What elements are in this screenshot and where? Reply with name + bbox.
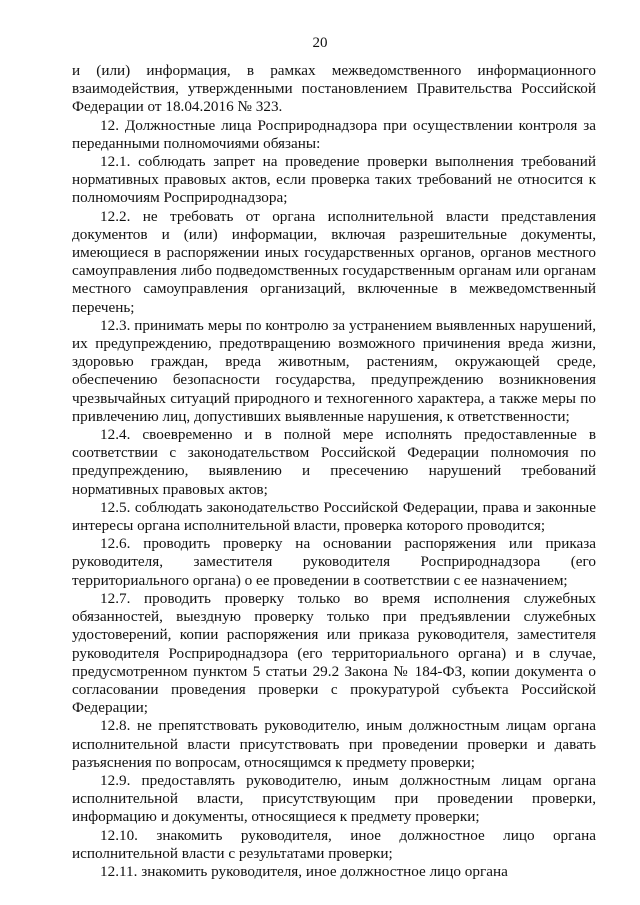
paragraph-12: 12. Должностные лица Росприроднадзора при осуществлении контроля за переданными полномочиями обязаны: bbox=[72, 116, 596, 152]
paragraph-12-6: 12.6. проводить проверку на основании распоряжения или приказа руководителя, заместителя руководителя Росприроднадзора (его территориального органа) о ее проведении в соответствии с ее назначением; bbox=[72, 535, 596, 589]
paragraph-12-11: 12.11. знакомить руководителя, иное должностное лицо органа bbox=[100, 862, 508, 880]
paragraph-12-9: 12.9. предоставлять руководителю, иным должностным лицам органа исполнительной власти, присутствующим при проведении проверки, информацию и документы, относящиеся к предмету проверки; bbox=[72, 771, 596, 826]
paragraph-12-2: 12.2. не требовать от органа исполнительной власти представления документов и (или) информации, включая разрешительные документы, имеющиеся в распоряжении иных государственных органов, органов местного самоуправления либо подведомственных государственным органам или органам местного самоуправления организаций, включенные в межведомственный перечень; bbox=[72, 207, 596, 316]
paragraph-12-7: 12.7. проводить проверку только во время исполнения служебных обязанностей, выездную проверку только при предъявлении служебных удостоверений, копии распоряжения или приказа руководителя, заместителя руководителя Росприроднадзора (его территориального органа) и в случае, предусмотренном пунктом 5 статьи 29.2 Закона № 184-ФЗ, копии документа о согласовании проведения проверки с прокуратурой субъекта Российской Федерации; bbox=[72, 589, 596, 717]
paragraph-12-4: 12.4. своевременно и в полной мере исполнять предоставленные в соответствии с законодательством Российской Федерации полномочия по предупреждению, выявлению и пресечению нарушений требований нормативных правовых актов; bbox=[72, 426, 596, 498]
document-body bbox=[72, 62, 596, 881]
page-number: 20 bbox=[312, 35, 328, 51]
paragraph-12-3: 12.3. принимать меры по контролю за устранением выявленных нарушений, их предупреждению, предотвращению возможного причинения вреда жизни, здоровью граждан, вреда животным, растениям, окружающей среде, обеспечению безопасности государства, предупреждению возникновения чрезвычайных ситуаций природного и техногенного характера, а также меры по привлечению лиц, допустивших выявленные нарушения, к ответственности; bbox=[72, 316, 596, 425]
paragraph-12-8: 12.8. не препятствовать руководителю, иным должностным лицам органа исполнительной власти присутствовать при проведении проверки и давать разъяснения по вопросам, относящимся к предмету проверки; bbox=[72, 717, 596, 771]
paragraph-12-5: 12.5. соблюдать законодательство Российской Федерации, права и законные интересы органа исполнительной власти, проверка которого проводится; bbox=[72, 498, 596, 535]
paragraph-intro-continuation: и (или) информация, в рамках межведомственного информационного взаимодействия, утвержденными постановлением Правительства Российской Федерации от 18.04.2016 № 323. bbox=[72, 62, 596, 116]
paragraph-12-10: 12.10. знакомить руководителя, иное должностное лицо органа исполнительной власти с результатами проверки; bbox=[72, 826, 596, 862]
paragraph-12-1: 12.1. соблюдать запрет на проведение проверки выполнения требований нормативных правовых актов, если проверка таких требований не относится к полномочиям Росприроднадзора; bbox=[72, 153, 596, 207]
